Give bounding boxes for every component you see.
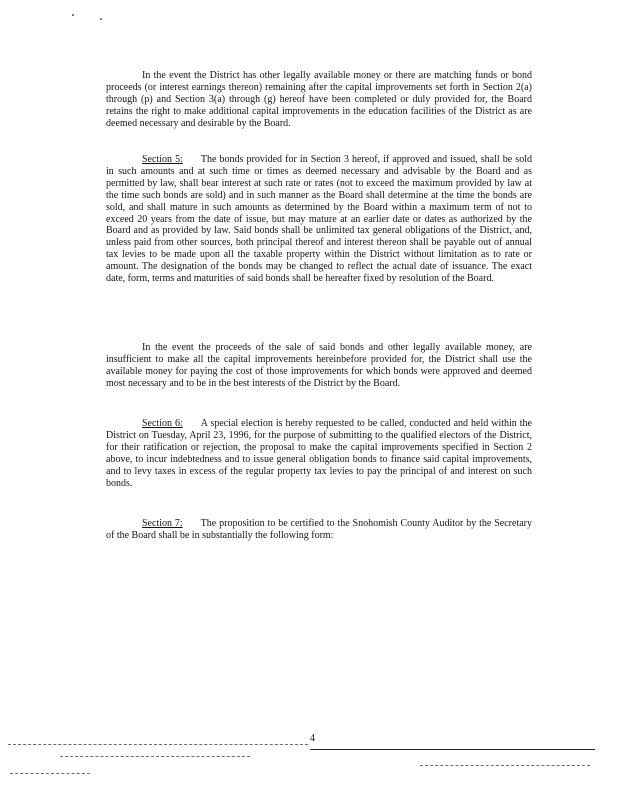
section-7-heading: Section 7: — [142, 518, 183, 529]
page-number: 4 — [310, 733, 315, 744]
paragraph-text: The bonds provided for in Section 3 hereof, if approved and issued, shall be sold in such amounts and at such time or times as deemed necessary and advisable by the Board and as permitted by law, shall bear interest at such rate or rates (not to exceed the maximum provided by law at the time such bonds are sold) and in such manner as the Board shall determine at the time the bonds are sold, and shall mature in such amounts as determined by the Board within a maximum term of not to exceed 20 years from the date of issue, but may mature at an earlier date or dates as authorized by the Board and as provided by law. Said bonds shall be unlimited tax general obligations of the District, and, unless paid from other sources, both principal thereof and interest thereon shall be payable out of annual tax levies to be made upon all the taxable property within the District without limitation as to rate or amount. The designation of the bonds may be changed to reflect the actual date of issuance. The exact date, form, terms and maturities of said bonds shall be hereafter fixed by resolution of the Board. — [106, 154, 532, 285]
scan-artifact-line — [420, 765, 590, 766]
section-5-heading: Section 5: — [142, 154, 183, 165]
paragraph-text: In the event the District has other legally available money or there are matching funds or bond proceeds (or interest earnings thereon) remaining after the capital improvements set forth in Section 2(a) through (p) and Section 3(a) through (g) hereof have been completed or duly provided for, the Board retains the right to make additional capital improvements in the education facilities of the District as are deemed necessary and desirable by the Board. — [106, 70, 532, 129]
paragraph-text: A special election is hereby requested to be called, conducted and held within the District on Tuesday, April 23, 1996, for the purpose of submitting to the qualified electors of the District, for their ratification or rejection, the proposal to make the capital improvements specified in Section 2 above, to incur indebtedness and to issue general obligation bonds to finance said capital improvements, and to levy taxes in excess of the regular property tax levies to pay the principal of and interest on such bonds. — [106, 418, 532, 489]
scan-artifact-line — [310, 749, 595, 750]
paragraph-remaining-funds — [106, 70, 532, 130]
section-6-heading: Section 6: — [142, 418, 183, 429]
paragraph-section-6 — [106, 418, 532, 489]
paragraph-text: The proposition to be certified to the Snohomish County Auditor by the Secretary of the Board shall be in substantially the following form: — [106, 518, 532, 541]
scan-artifact-line — [60, 756, 250, 757]
scan-artifact-line — [10, 773, 90, 774]
paragraph-section-5 — [106, 154, 532, 285]
scan-artifact-line — [8, 744, 308, 745]
paragraph-section-7 — [106, 518, 532, 542]
paragraph-insufficient-proceeds — [106, 342, 532, 390]
scan-speck — [72, 14, 74, 16]
paragraph-text: In the event the proceeds of the sale of said bonds and other legally available money, are insufficient to make all the capital improvements hereinbefore provided for, the District shall use the available money for paying the cost of those improvements for which bonds were approved and deemed most necessary and to be in the best interests of the District by the Board. — [106, 342, 532, 389]
scan-speck — [100, 18, 102, 20]
